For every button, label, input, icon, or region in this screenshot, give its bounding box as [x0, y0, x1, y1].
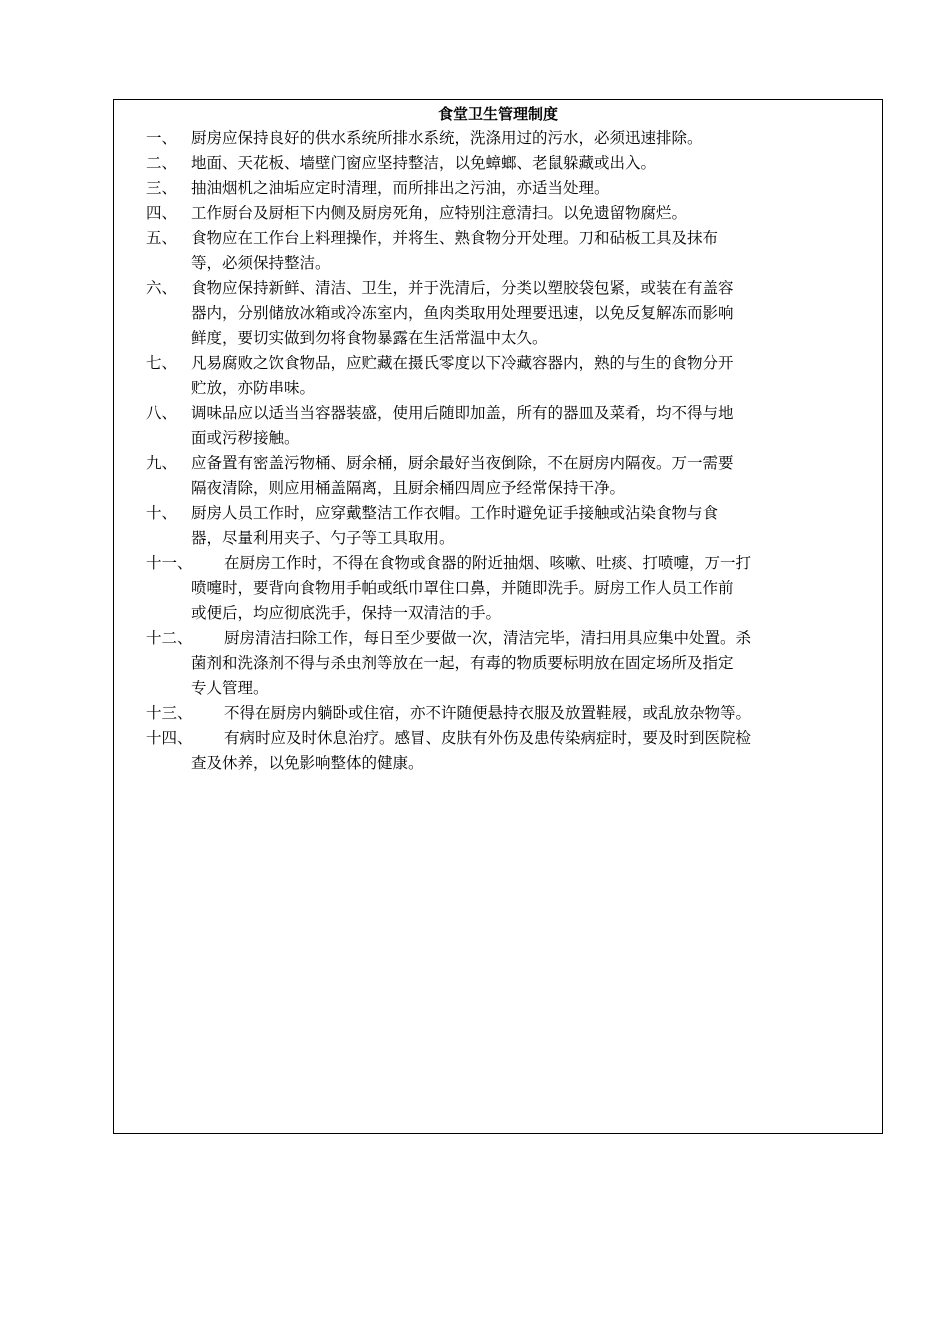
rule-line: 食物应保持新鲜、清洁、卫生，并于洗清后，分类以塑胶袋包紧，或装在有盖容 — [191, 279, 734, 297]
rule-line: 调味品应以适当当容器装盛，使用后随即加盖，所有的器皿及菜肴，均不得与地 — [191, 404, 734, 422]
rule-item — [114, 726, 882, 776]
rule-text — [191, 276, 872, 351]
rule-line: 器，尽量利用夹子、勺子等工具取用。 — [191, 529, 455, 547]
rule-item — [114, 551, 882, 626]
rule-line: 器内，分别储放冰箱或冷冻室内，鱼肉类取用处理要迅速，以免反复解冻而影响 — [191, 304, 734, 322]
rule-text — [224, 701, 872, 726]
rule-number: 七、 — [146, 354, 178, 372]
rule-number: 二、 — [146, 154, 178, 172]
rules-list — [114, 126, 882, 776]
document-title: 食堂卫生管理制度 — [437, 105, 558, 123]
rule-line: 等，必须保持整洁。 — [191, 254, 331, 272]
rule-number: 十二、 — [146, 629, 193, 647]
rule-number: 十一、 — [146, 554, 193, 572]
rule-line: 查及休养，以免影响整体的健康。 — [191, 754, 424, 772]
rule-line: 喷嚏时，要背向食物用手帕或纸巾罩住口鼻，并随即洗手。厨房工作人员工作前 — [191, 579, 734, 597]
rule-line: 或便后，均应彻底洗手，保持一双清洁的手。 — [191, 604, 502, 622]
rule-text — [191, 726, 872, 776]
rule-line: 鲜度，要切实做到勿将食物暴露在生活常温中太久。 — [191, 329, 548, 347]
rule-text — [191, 551, 872, 626]
rule-line: 有病时应及时休息治疗。感冒、皮肤有外伤及患传染病症时，要及时到医院检 — [224, 729, 752, 747]
rule-text — [191, 226, 872, 276]
rule-item — [114, 401, 882, 451]
rule-line: 工作厨台及厨柜下内侧及厨房死角，应特别注意清扫。以免遗留物腐烂。 — [191, 204, 688, 222]
rule-text — [191, 201, 872, 226]
rule-text — [191, 126, 872, 151]
rule-number: 六、 — [146, 279, 178, 297]
rule-text — [191, 151, 872, 176]
rule-number: 八、 — [146, 404, 178, 422]
rule-item — [114, 151, 882, 176]
document-frame — [113, 99, 883, 1134]
rule-number: 十四、 — [146, 729, 193, 747]
rule-item — [114, 701, 882, 726]
rule-number: 三、 — [146, 179, 178, 197]
rule-item — [114, 276, 882, 351]
rule-number: 五、 — [146, 229, 178, 247]
rule-line: 在厨房工作时，不得在食物或食器的附近抽烟、咳嗽、吐痰、打喷嚏，万一打 — [224, 554, 752, 572]
rule-number: 四、 — [146, 204, 178, 222]
rule-line: 厨房应保持良好的供水系统所排水系统，洗涤用过的污水，必须迅速排除。 — [191, 129, 703, 147]
rule-text — [191, 451, 872, 501]
rule-line: 专人管理。 — [191, 679, 269, 697]
rule-line: 地面、天花板、墙壁门窗应坚持整洁，以免蟑螂、老鼠躲藏或出入。 — [191, 154, 657, 172]
rule-line: 面或污秽接触。 — [191, 429, 300, 447]
rule-line: 隔夜清除，则应用桶盖隔离，且厨余桶四周应予经常保持干净。 — [191, 479, 626, 497]
rule-text — [191, 501, 872, 551]
rule-item — [114, 126, 882, 151]
rule-item — [114, 351, 882, 401]
rule-item — [114, 626, 882, 701]
rule-line: 贮放，亦防串味。 — [191, 379, 316, 397]
rule-line: 不得在厨房内躺卧或住宿，亦不许随便悬持衣服及放置鞋屐，或乱放杂物等。 — [224, 704, 752, 722]
rule-number: 九、 — [146, 454, 178, 472]
rule-line: 凡易腐败之饮食物品，应贮藏在摄氏零度以下冷藏容器内，熟的与生的食物分开 — [191, 354, 734, 372]
rule-item — [114, 176, 882, 201]
rule-number: 十三、 — [146, 704, 193, 722]
rule-text — [191, 176, 872, 201]
rule-text — [191, 626, 872, 701]
rule-line: 厨房清洁扫除工作，每日至少要做一次，清洁完毕，清扫用具应集中处置。杀 — [224, 629, 752, 647]
rule-item — [114, 451, 882, 501]
rule-item — [114, 201, 882, 226]
rule-line: 抽油烟机之油垢应定时清理，而所排出之污油，亦适当处理。 — [191, 179, 610, 197]
rule-line: 食物应在工作台上料理操作，并将生、熟食物分开处理。刀和砧板工具及抹布 — [191, 229, 719, 247]
rule-text — [191, 351, 872, 401]
rule-line: 菌剂和洗涤剂不得与杀虫剂等放在一起，有毒的物质要标明放在固定场所及指定 — [191, 654, 734, 672]
rule-number: 一、 — [146, 129, 178, 147]
rule-line: 厨房人员工作时，应穿戴整洁工作衣帽。工作时避免证手接触或沾染食物与食 — [191, 504, 719, 522]
rule-item — [114, 501, 882, 551]
rule-line: 应备置有密盖污物桶、厨余桶，厨余最好当夜倒除，不在厨房内隔夜。万一需要 — [191, 454, 734, 472]
rule-item — [114, 226, 882, 276]
rule-text — [191, 401, 872, 451]
rule-number: 十、 — [146, 504, 178, 522]
